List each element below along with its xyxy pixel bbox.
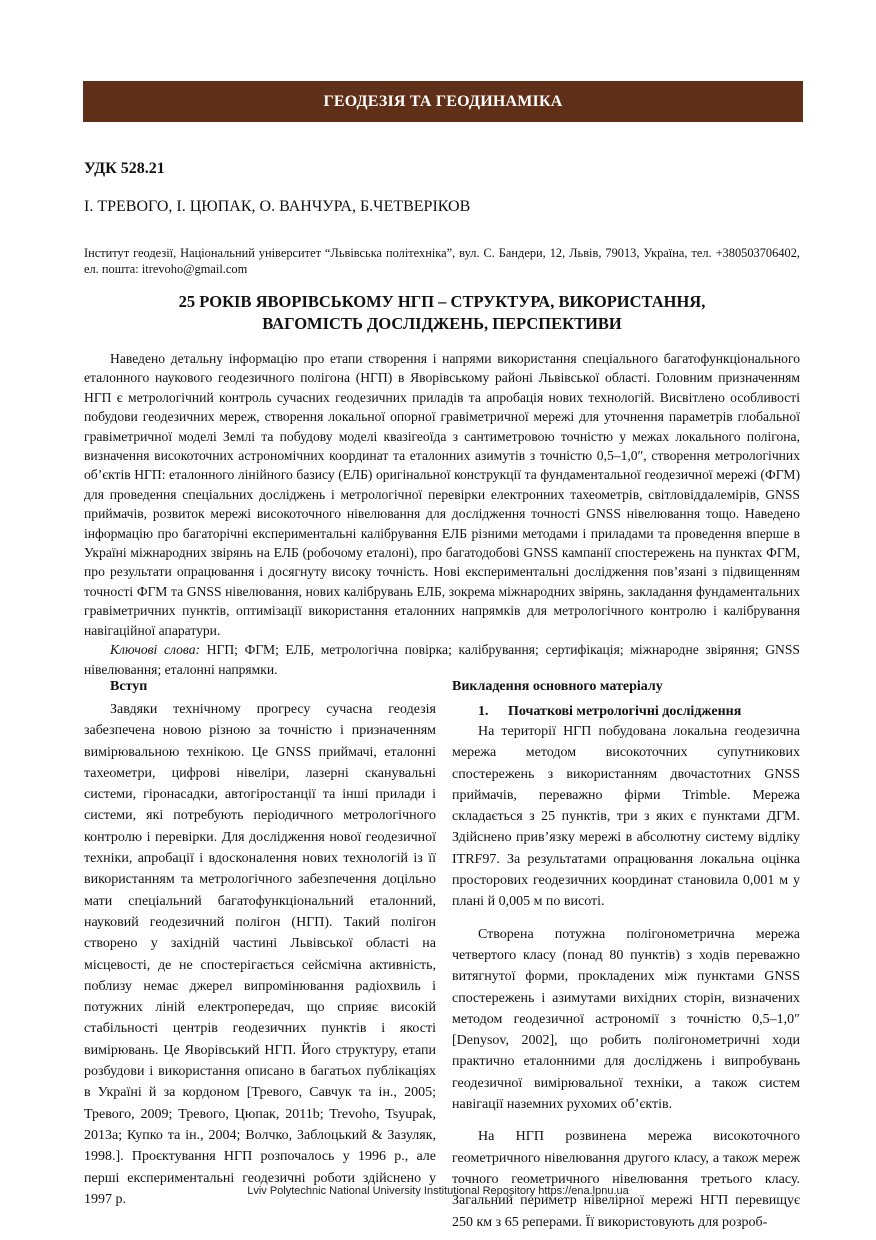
affiliation: Інститут геодезії, Національний університет “Львівська політехніка”, вул. С. Бандери, 12, Львів, 79013, Україна, тел. +380503706402, ел. пошта: itrevoho@gmail.com [84, 246, 800, 276]
body-paragraph: На НГП розвинена мережа високоточного геометричного нівелювання другого класу, а також мереж точного геометричного нівелювання третього класу. Загальний периметр нівелірної мережі НГП перевищує 250 км з 65 реперами. Її використовують для розроб- [452, 1129, 800, 1230]
section-heading-introduction: Вступ [110, 679, 148, 694]
subsection-title: Початкові метрологічні дослідження [508, 704, 742, 719]
title-line-1: 25 РОКІВ ЯВОРІВСЬКОМУ НГП – СТРУКТУРА, ВИКОРИСТАННЯ, [178, 292, 706, 311]
udc-code: УДК 528.21 [84, 160, 165, 177]
repository-footer: Lviv Polytechnic National University Institutional Repository https://ena.lpnu.ua [247, 1185, 629, 1197]
body-paragraph: Створена потужна полігонометрична мережа четвертого класу (понад 80 пунктів) з ходів переважно витягнутої форми, прокладених між пунктами GNSS спостережень і азимутами вихідних сторін, визначених методом геодезичної астрономії з точністю 0,5–1,0″ [Denysov, 2002], що робить полігонометричні ходи практично еталонними для досліджень і випробувань геодезичної вимірювальної техніки, а також систем навігації наземних рухомих об’єктів. [452, 926, 800, 1113]
authors: І. ТРЕВОГО, І. ЦЮПАК, О. ВАНЧУРА, Б.ЧЕТВЕРІКОВ [84, 198, 471, 215]
abstract-text: Наведено детальну інформацію про етапи створення і напрями використання спеціального багатофункціонального еталонного наукового геодезичного полігона (НГП) в Яворівському районі Львівської області. Головним призначенням НГП є метрологічний контроль сучасних геодезичних приладів та апробація нових технологій. Висвітлено особливості побудови геодезичних мереж, створення локальної опорної гравіметричної мережі для уточнення параметрів глобальної гравіметричної моделі Землі та побудову моделі квазігеоїда з сантиметровою точністю у межах локального полігона, визначення високоточних астрономічних координат та еталонних азимутів з точністю 0,5–1,0″, створення метрологічних об’єктів НГП: еталонного лінійного базису (ЕЛБ) оригінальної конструкції та фундаментальної геодезичної мережі (ФГМ) для проведення спеціальних досліджень і метрологічної перевірки електронних тахеометрів, світловіддалемірів, GNSS приймачів, розвиток мережі високоточного нівелювання для дослідження точності GNSS нівелювання тощо. Наведено інформацію про багаторічні експериментальні калібрування ЕЛБ різними методами і приладами та проведення вперше в Україні міжнародних звірянь на ЕЛБ (робочому еталоні), про багатодобові GNSS кампанії спостережень на пунктах ФГМ, про результати опрацювання і досягнуту високу точність. Нові експериментальні дослідження пов’язані з підвищенням точності ФГМ та GNSS нівелювання, нових калібрувань ЕЛБ, зокрема міжнародних звірянь, закладання фундаментальних гравіметричних пунктів, оптимізації використання еталонних напрямків для метрологічного контролю і калібрування навігаційної апаратури. [84, 351, 800, 638]
title-line-2: ВАГОМІСТЬ ДОСЛІДЖЕНЬ, ПЕРСПЕКТИВИ [262, 314, 622, 333]
keywords [84, 640, 800, 679]
keywords-label: Ключові слова: [110, 642, 201, 658]
introduction-paragraph: Завдяки технічному прогресу сучасна геодезія забезпечена новою різною за точністю і призначенням вимірювальною технікою. Це GNSS приймачі, еталонні тахеометри, цифрові нівеліри, лазерні сканувальні системи, гіронасадки, автогіростанції та інші прилади і системи, які потребують періодичного метрологічного контролю і перевірки. Для дослідження нової геодезичної техніки, апробації і вдосконалення нових технологій із її використанням та метрологічного забезпечення доцільно мати спеціальний багатофункціональний еталонний, науковий геодезичний полігон (НГП). Такий полігон створено у західній частині Львівської області на місцевості, де не спостерігається сейсмічна активність, поблизу немає джерел випромінювання радіохвиль і потужних ліній електропередач, що сприяє високій стабільності центрів геодезичних пунктів і якості вимірювань. Це Яворівський НГП. Його структуру, етапи розбудови і використання описано в багатьох публікаціях в Україні й за кордоном [Тревого, Савчук та ін., 2005; Тревого, 2009; Тревого, Цюпак, 2011b; Trevoho, Tsyupak, 2013a; Купко та ін., 2004; Волчко, Заблоцький & Зазуляк, 1998.]. Проєктування НГП розпочалось у 1996 р., але перші експериментальні геодезичні роботи здійснено у 1997 р. [84, 702, 436, 1207]
subsection-number: 1. [478, 704, 489, 719]
keywords-list: НГП; ФГМ; ЕЛБ, метрологічна повірка; калібрування; сертифікація; міжнародне звіряння; GNSS нівелювання; еталонні напрямки. [84, 642, 800, 677]
journal-section-banner: ГЕОДЕЗІЯ ТА ГЕОДИНАМІКА [83, 81, 803, 122]
left-column [84, 678, 436, 1210]
subsection-heading [452, 703, 800, 721]
right-column [452, 678, 800, 1233]
article-title [84, 291, 800, 335]
body-paragraph: На території НГП побудована локальна геодезична мережа методом високоточних супутникових спостережень з використанням двочастотних GNSS приймачів, переважно фірми Trimble. Мережа складається з 25 пунктів, три з яких є пунктами ДГМ. Здійснено прив’язку мережі в абсолютну систему відліку ITRF97. За результатами опрацювання локальна оцінка просторових геодезичних координат становила 0,001 м у плані й 0,005 м по висоті. [452, 724, 800, 910]
abstract [84, 349, 800, 679]
section-heading-main: Викладення основного матеріалу [452, 679, 663, 694]
